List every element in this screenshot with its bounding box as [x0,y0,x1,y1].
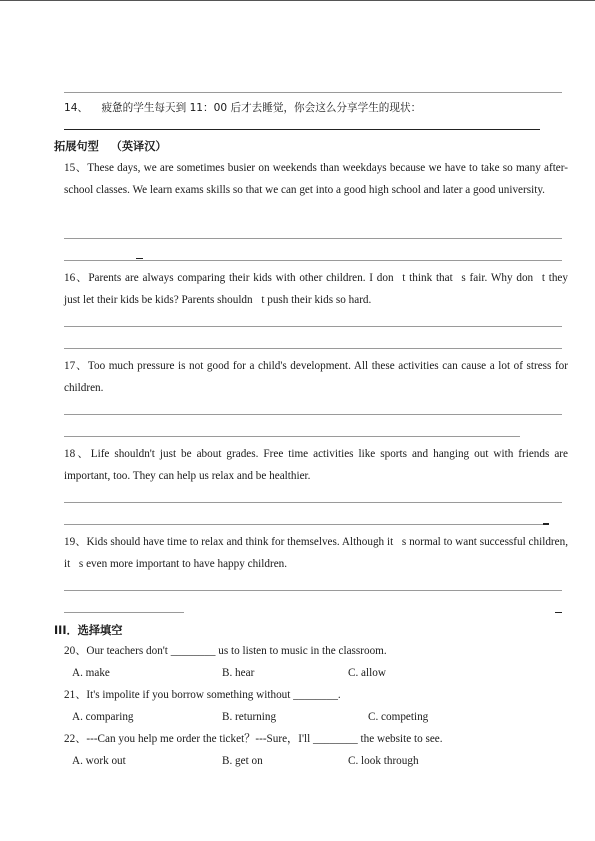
answer-line [64,524,544,525]
question-17: 17、Too much pressure is not good for a child's development. All these activities can cause a lot of stress for children. [64,360,568,394]
question-number: 14、 [64,102,89,114]
question-19: 19、Kids should have time to relax and think for themselves. Although it s normal to want successful children, it s even more important to have happy children. [64,536,568,570]
answer-line [64,502,562,503]
answer-line [64,260,562,261]
underscore-mark [543,523,549,525]
answer-line [64,436,520,437]
answer-line [64,129,540,130]
answer-line [64,348,562,349]
answer-line [64,92,562,93]
question-20: 20、Our teachers don't ________ us to listen to music in the classroom. [64,645,387,657]
section-heading-choice: III．选择填空 [54,624,123,637]
section-subtitle: （英译汉） [110,140,167,153]
question-14 [64,97,421,119]
question-text: 疲惫的学生每天到 11：00 后才去睡觉，你会这么分享学生的现状： [101,102,422,114]
question-15: 15、These days, we are sometimes busier on weekends than weekdays because we have to take so many after-school classes. We learn exams skills so that we can get into a good high school and later a good university. [64,162,568,196]
option-c: C. competing [368,711,429,723]
question-21: 21、It's impolite if you borrow something without ________. [64,689,341,701]
option-b: B. returning [222,711,277,723]
option-a: A. work out [72,755,126,767]
option-a: A. comparing [72,711,134,723]
question-16: 16、Parents are always comparing their kids with other children. I don t think that s fair. Why don t they just let their kids be kids? Parents shouldn t push their kids so hard. [64,272,568,306]
underscore-mark [136,258,143,259]
option-a: A. make [72,667,110,679]
section-heading-translation [54,138,167,154]
answer-line [64,612,184,613]
option-c: C. allow [348,667,386,679]
page-top-border [0,0,595,1]
answer-line [64,238,562,239]
option-c: C. look through [348,755,419,767]
answer-line [64,414,562,415]
section-title: 拓展句型 [54,140,99,153]
question-18: 18、Life shouldn't just be about grades. Free time activities like sports and hanging out with friends are important, too. They can help us relax and be healthier. [64,448,568,482]
option-b: B. hear [222,667,255,679]
answer-line [64,326,562,327]
question-22: 22、---Can you help me order the ticket？---Sure，I'll ________ the website to see. [64,733,443,745]
option-b: B. get on [222,755,263,767]
underscore-mark [555,612,562,613]
answer-line [64,590,562,591]
